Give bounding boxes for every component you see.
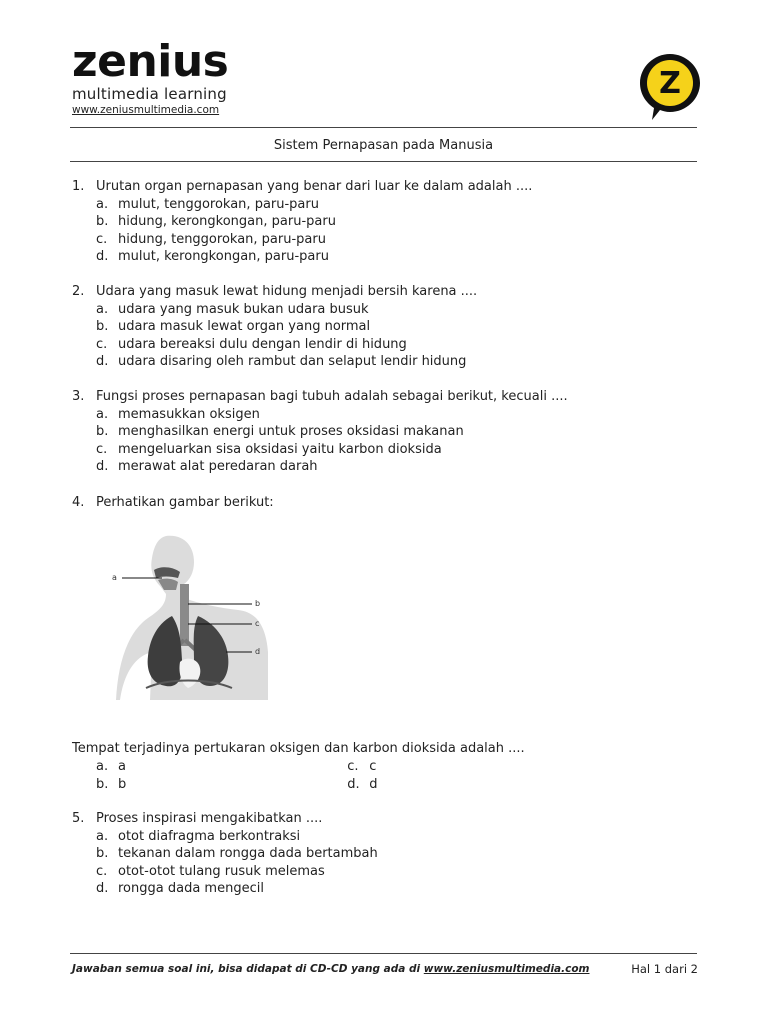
option-letter: b. — [96, 319, 109, 335]
option-d — [96, 458, 568, 476]
option-letter: c. — [96, 336, 108, 352]
option-letter: a. — [96, 196, 109, 212]
option-letter: b. — [96, 846, 109, 862]
option-a — [96, 828, 378, 846]
footer-rule — [70, 953, 697, 954]
option-text: otot-otot tulang rusuk melemas — [118, 863, 325, 879]
logo-letter: Z — [659, 66, 681, 101]
trachea — [180, 584, 189, 646]
option-d — [96, 248, 532, 266]
brand-name: zenius — [72, 36, 229, 87]
question-1 — [72, 178, 532, 266]
question-number: 3. — [72, 389, 85, 404]
question-4-options — [96, 758, 426, 793]
option-c — [96, 231, 532, 249]
question-5 — [72, 810, 378, 898]
option-text: hidung, tenggorokan, paru-paru — [118, 231, 326, 247]
option-letter: d. — [96, 881, 109, 897]
option-a — [96, 406, 568, 424]
brand-block — [72, 36, 229, 116]
option-text: d — [369, 776, 378, 792]
option-letter: a. — [96, 759, 109, 774]
footer-note — [72, 963, 590, 975]
label-b: b — [255, 599, 261, 608]
question-number: 4. — [72, 495, 85, 510]
option-b — [96, 423, 568, 441]
page-number: Hal 1 dari 2 — [631, 962, 698, 976]
footer-link[interactable]: www.zeniusmultimedia.com — [423, 963, 590, 975]
option-text: a — [118, 759, 126, 774]
question-number: 2. — [72, 284, 85, 299]
option-b — [96, 318, 477, 336]
option-letter: a. — [96, 301, 109, 317]
option-letter: a. — [96, 406, 109, 422]
option-letter: b. — [96, 776, 109, 792]
option-text: rongga dada mengecil — [118, 881, 264, 897]
option-letter: c. — [96, 441, 108, 457]
option-letter: d. — [96, 249, 109, 265]
option-d — [96, 353, 477, 371]
question-number: 5. — [72, 811, 85, 826]
question-3 — [72, 388, 568, 476]
question-4-followup: Tempat terjadinya pertukaran oksigen dan karbon dioksida adalah .... — [72, 741, 525, 756]
option-b — [96, 776, 347, 794]
option-c — [96, 441, 568, 459]
label-c: c — [255, 619, 260, 628]
option-c — [96, 863, 378, 881]
option-letter: d. — [347, 776, 360, 792]
option-text: mulut, kerongkongan, paru-paru — [118, 249, 329, 265]
option-letter: b. — [96, 424, 109, 440]
option-letter: c. — [96, 863, 108, 879]
option-text: menghasilkan energi untuk proses oksidasi makanan — [118, 424, 464, 440]
option-letter: b. — [96, 214, 109, 230]
document-title: Sistem Pernapasan pada Manusia — [273, 138, 494, 153]
option-text: b — [118, 776, 127, 792]
option-letter: c. — [347, 759, 359, 774]
option-a — [96, 758, 347, 776]
option-text: hidung, kerongkongan, paru-paru — [118, 214, 336, 230]
question-number: 1. — [72, 179, 85, 194]
zenius-logo-icon — [636, 50, 704, 122]
option-text: memasukkan oksigen — [118, 406, 260, 422]
header-rule-bottom — [70, 161, 697, 162]
label-a: a — [112, 573, 117, 582]
option-text: udara yang masuk bukan udara busuk — [118, 301, 369, 317]
question-stem: Fungsi proses pernapasan bagi tubuh adalah sebagai berikut, kecuali .... — [96, 389, 568, 404]
question-2 — [72, 283, 477, 371]
option-text: c — [369, 759, 377, 774]
option-d — [96, 880, 378, 898]
footer-note-text: Jawaban semua soal ini, bisa didapat di CD-CD yang ada di — [72, 963, 424, 975]
header-rule-top — [70, 127, 697, 128]
brand-tagline: multimedia learning — [72, 85, 227, 103]
option-text: udara masuk lewat organ yang normal — [118, 319, 371, 335]
option-text: merawat alat peredaran darah — [118, 459, 318, 475]
option-text: mulut, tenggorokan, paru-paru — [118, 196, 319, 212]
question-stem: Perhatikan gambar berikut: — [96, 495, 274, 510]
question-stem: Udara yang masuk lewat hidung menjadi bersih karena .... — [96, 284, 478, 299]
option-letter: d. — [96, 354, 109, 370]
option-letter: d. — [96, 459, 109, 475]
option-text: udara bereaksi dulu dengan lendir di hidung — [118, 336, 407, 352]
option-d — [347, 776, 426, 794]
brand-url-link[interactable]: www.zeniusmultimedia.com — [72, 104, 220, 116]
option-b — [96, 845, 378, 863]
option-letter: a. — [96, 828, 109, 844]
option-text: tekanan dalam rongga dada bertambah — [118, 846, 378, 862]
label-d: d — [255, 647, 261, 656]
option-text: otot diafragma berkontraksi — [118, 828, 301, 844]
option-b — [96, 213, 532, 231]
option-letter: c. — [96, 231, 108, 247]
option-a — [96, 196, 532, 214]
option-c — [96, 336, 477, 354]
question-stem: Proses inspirasi mengakibatkan .... — [96, 811, 323, 826]
option-text: mengeluarkan sisa oksidasi yaitu karbon dioksida — [118, 441, 442, 457]
question-stem: Urutan organ pernapasan yang benar dari luar ke dalam adalah .... — [96, 179, 533, 194]
respiratory-system-diagram — [108, 532, 278, 710]
option-c — [347, 758, 426, 776]
question-4 — [72, 494, 274, 512]
option-a — [96, 301, 477, 319]
option-text: udara disaring oleh rambut dan selaput lendir hidung — [118, 354, 467, 370]
